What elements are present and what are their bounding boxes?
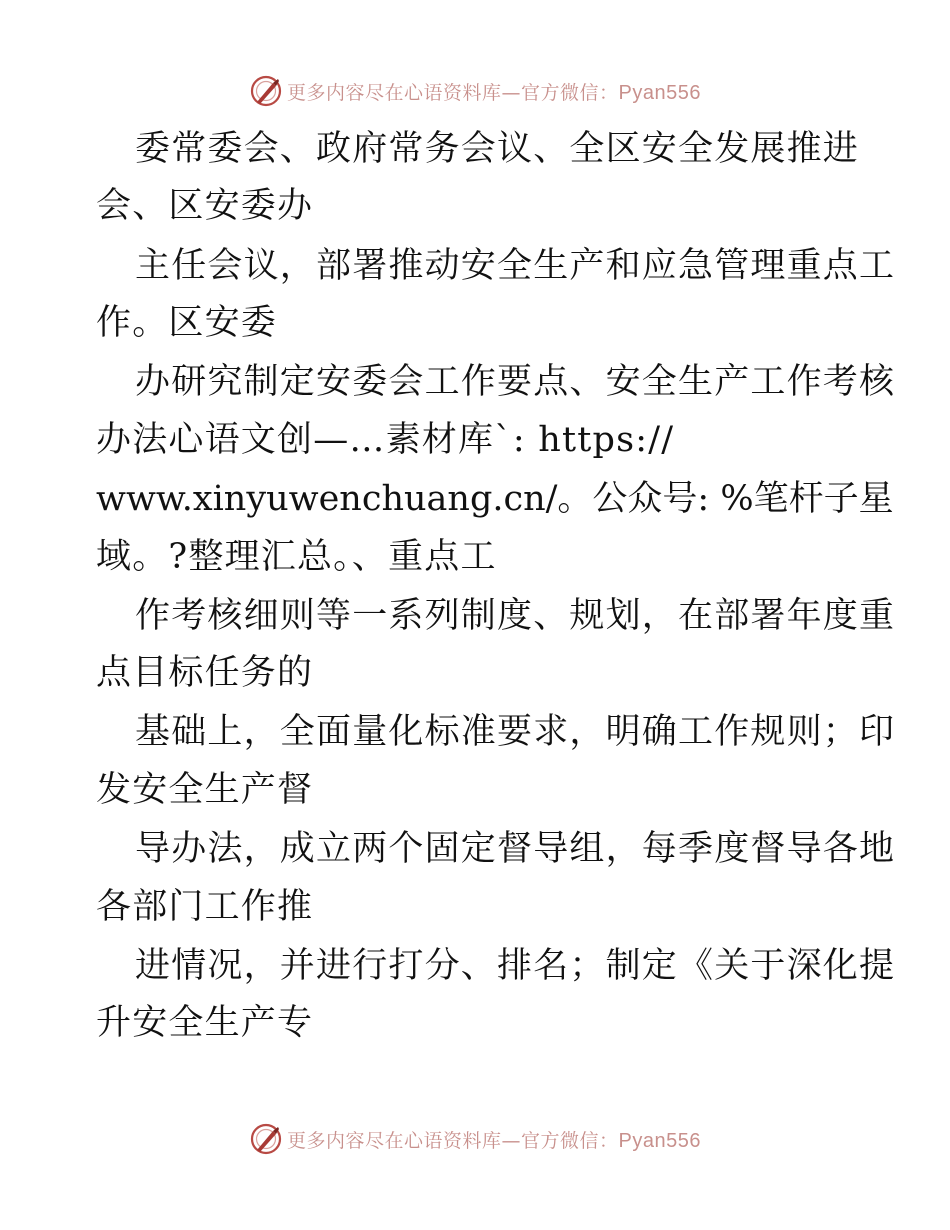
watermark-text: 更多内容尽在心语资料库—官方微信：Pyan556	[287, 1129, 701, 1152]
body-line: 办法心语文创—…素材库`: https://	[96, 420, 675, 460]
body-line: 进情况，并进行打分、排名；制定《关于深化提	[135, 946, 896, 986]
header-watermark	[0, 71, 950, 111]
body-line: 导办法，成立两个固定督导组，每季度督导各地	[135, 829, 896, 869]
pen-logo-icon	[249, 1122, 283, 1156]
body-line: 办研究制定安委会工作要点、安全生产工作考核	[135, 362, 896, 402]
body-line: 点目标任务的	[96, 653, 314, 693]
body-line: 委常委会、政府常务会议、全区安全发展推进	[135, 129, 860, 169]
body-line: 作考核细则等一系列制度、规划，在部署年度重	[135, 596, 896, 636]
pen-logo-icon	[249, 74, 283, 108]
body-line: www.xinyuwenchuang.cn/。公众号: %笔杆子星	[96, 479, 894, 519]
body-line: 发安全生产督	[96, 770, 314, 810]
body-line: 域。?整理汇总。、重点工	[96, 537, 497, 577]
footer-watermark	[0, 1119, 950, 1159]
body-line: 各部门工作推	[96, 887, 314, 927]
body-line: 主任会议，部署推动安全生产和应急管理重点工	[135, 246, 896, 286]
body-line: 作。区安委	[96, 303, 278, 343]
body-line: 会、区安委办	[96, 186, 314, 226]
body-line: 基础上，全面量化标准要求，明确工作规则；印	[135, 712, 896, 752]
watermark-text: 更多内容尽在心语资料库—官方微信：Pyan556	[287, 81, 701, 104]
body-line: 升安全生产专	[96, 1003, 314, 1043]
